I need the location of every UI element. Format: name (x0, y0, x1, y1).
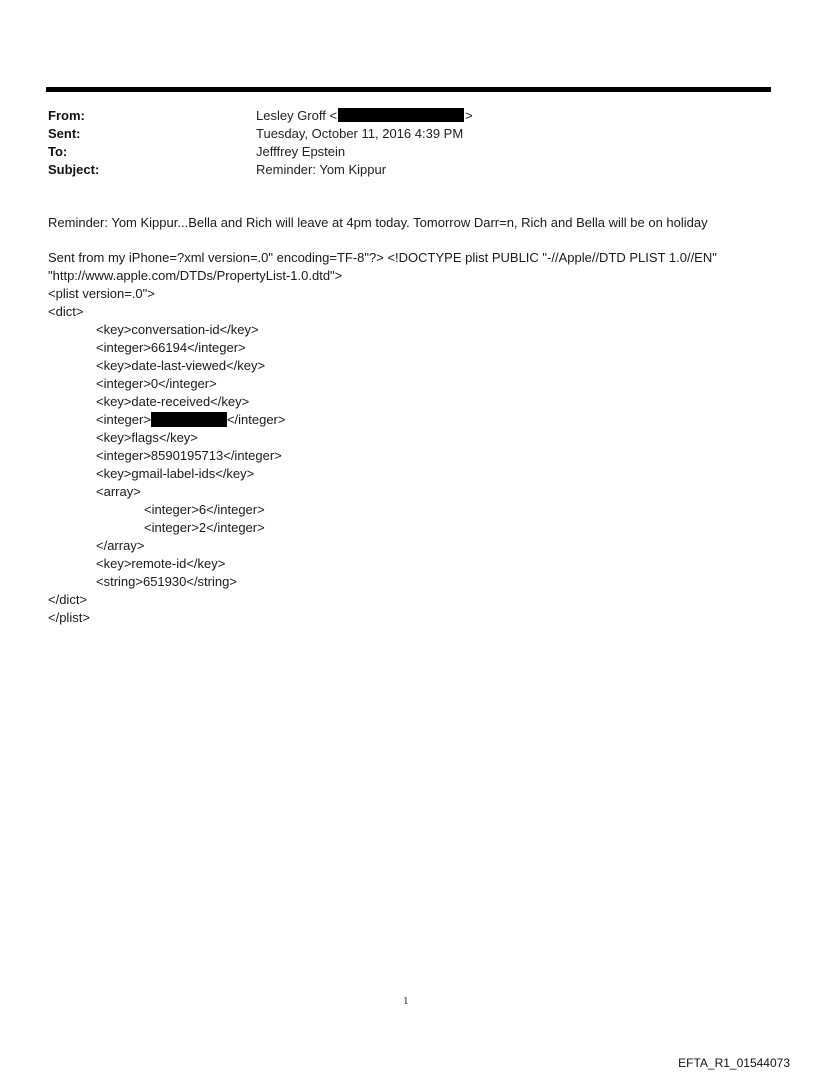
redaction-box (151, 412, 227, 427)
email-body (48, 214, 768, 627)
plist-block (48, 249, 768, 627)
subject-label: Subject: (48, 162, 100, 177)
signature-line: "http://www.apple.com/DTDs/PropertyList-1.0.dtd"> (48, 268, 343, 283)
plist-line: <key>remote-id</key> (96, 556, 226, 571)
plist-line: <key>date-received</key> (96, 394, 250, 409)
plist-line-redacted (48, 411, 768, 429)
plist-line: <integer>0</integer> (96, 376, 217, 391)
document-id: EFTA_R1_01544073 (678, 1056, 790, 1070)
plist-line: </array> (96, 538, 145, 553)
plist-line: <integer>8590195713</integer> (96, 448, 282, 463)
subject-value: Reminder: Yom Kippur (256, 162, 387, 177)
from-value (256, 107, 473, 125)
from-name: Lesley Groff < (256, 108, 338, 123)
to-label: To: (48, 144, 68, 159)
plist-line: <integer>66194</integer> (96, 340, 246, 355)
header-rule (46, 87, 771, 92)
plist-line: </dict> (48, 592, 88, 607)
subject-row (48, 161, 473, 179)
signature-line: Sent from my iPhone=?xml version=.0" encoding=TF-8"?> <!DOCTYPE plist PUBLIC "-//Apple//DTD PLIST 1.0//EN" (48, 250, 717, 265)
plist-line: <dict> (48, 304, 84, 319)
from-label: From: (48, 108, 85, 123)
redaction-box (338, 108, 464, 122)
plist-line: <key>gmail-label-ids</key> (96, 466, 255, 481)
from-close: > (465, 108, 473, 123)
email-header (48, 107, 473, 179)
page-number: 1 (403, 995, 409, 1007)
plist-line: <key>date-last-viewed</key> (96, 358, 266, 373)
plist-line: <string>651930</string> (96, 574, 237, 589)
sent-label: Sent: (48, 126, 81, 141)
message-text: Reminder: Yom Kippur...Bella and Rich will leave at 4pm today. Tomorrow Darr=n, Rich and Bella will be on holiday (48, 215, 708, 230)
plist-line: <key>conversation-id</key> (96, 322, 259, 337)
plist-line: <key>flags</key> (96, 430, 198, 445)
plist-line: </plist> (48, 610, 90, 625)
plist-line: <array> (96, 484, 141, 499)
to-row (48, 143, 473, 161)
to-value: Jefffrey Epstein (256, 144, 346, 159)
sent-value: Tuesday, October 11, 2016 4:39 PM (256, 126, 464, 141)
plist-line: <plist version=.0"> (48, 286, 155, 301)
plist-line: <integer>6</integer> (144, 502, 265, 517)
from-row (48, 107, 473, 125)
plist-line-close: </integer> (226, 412, 286, 427)
sent-row (48, 125, 473, 143)
plist-line: <integer>2</integer> (144, 520, 265, 535)
plist-line-open: <integer> (96, 412, 151, 427)
